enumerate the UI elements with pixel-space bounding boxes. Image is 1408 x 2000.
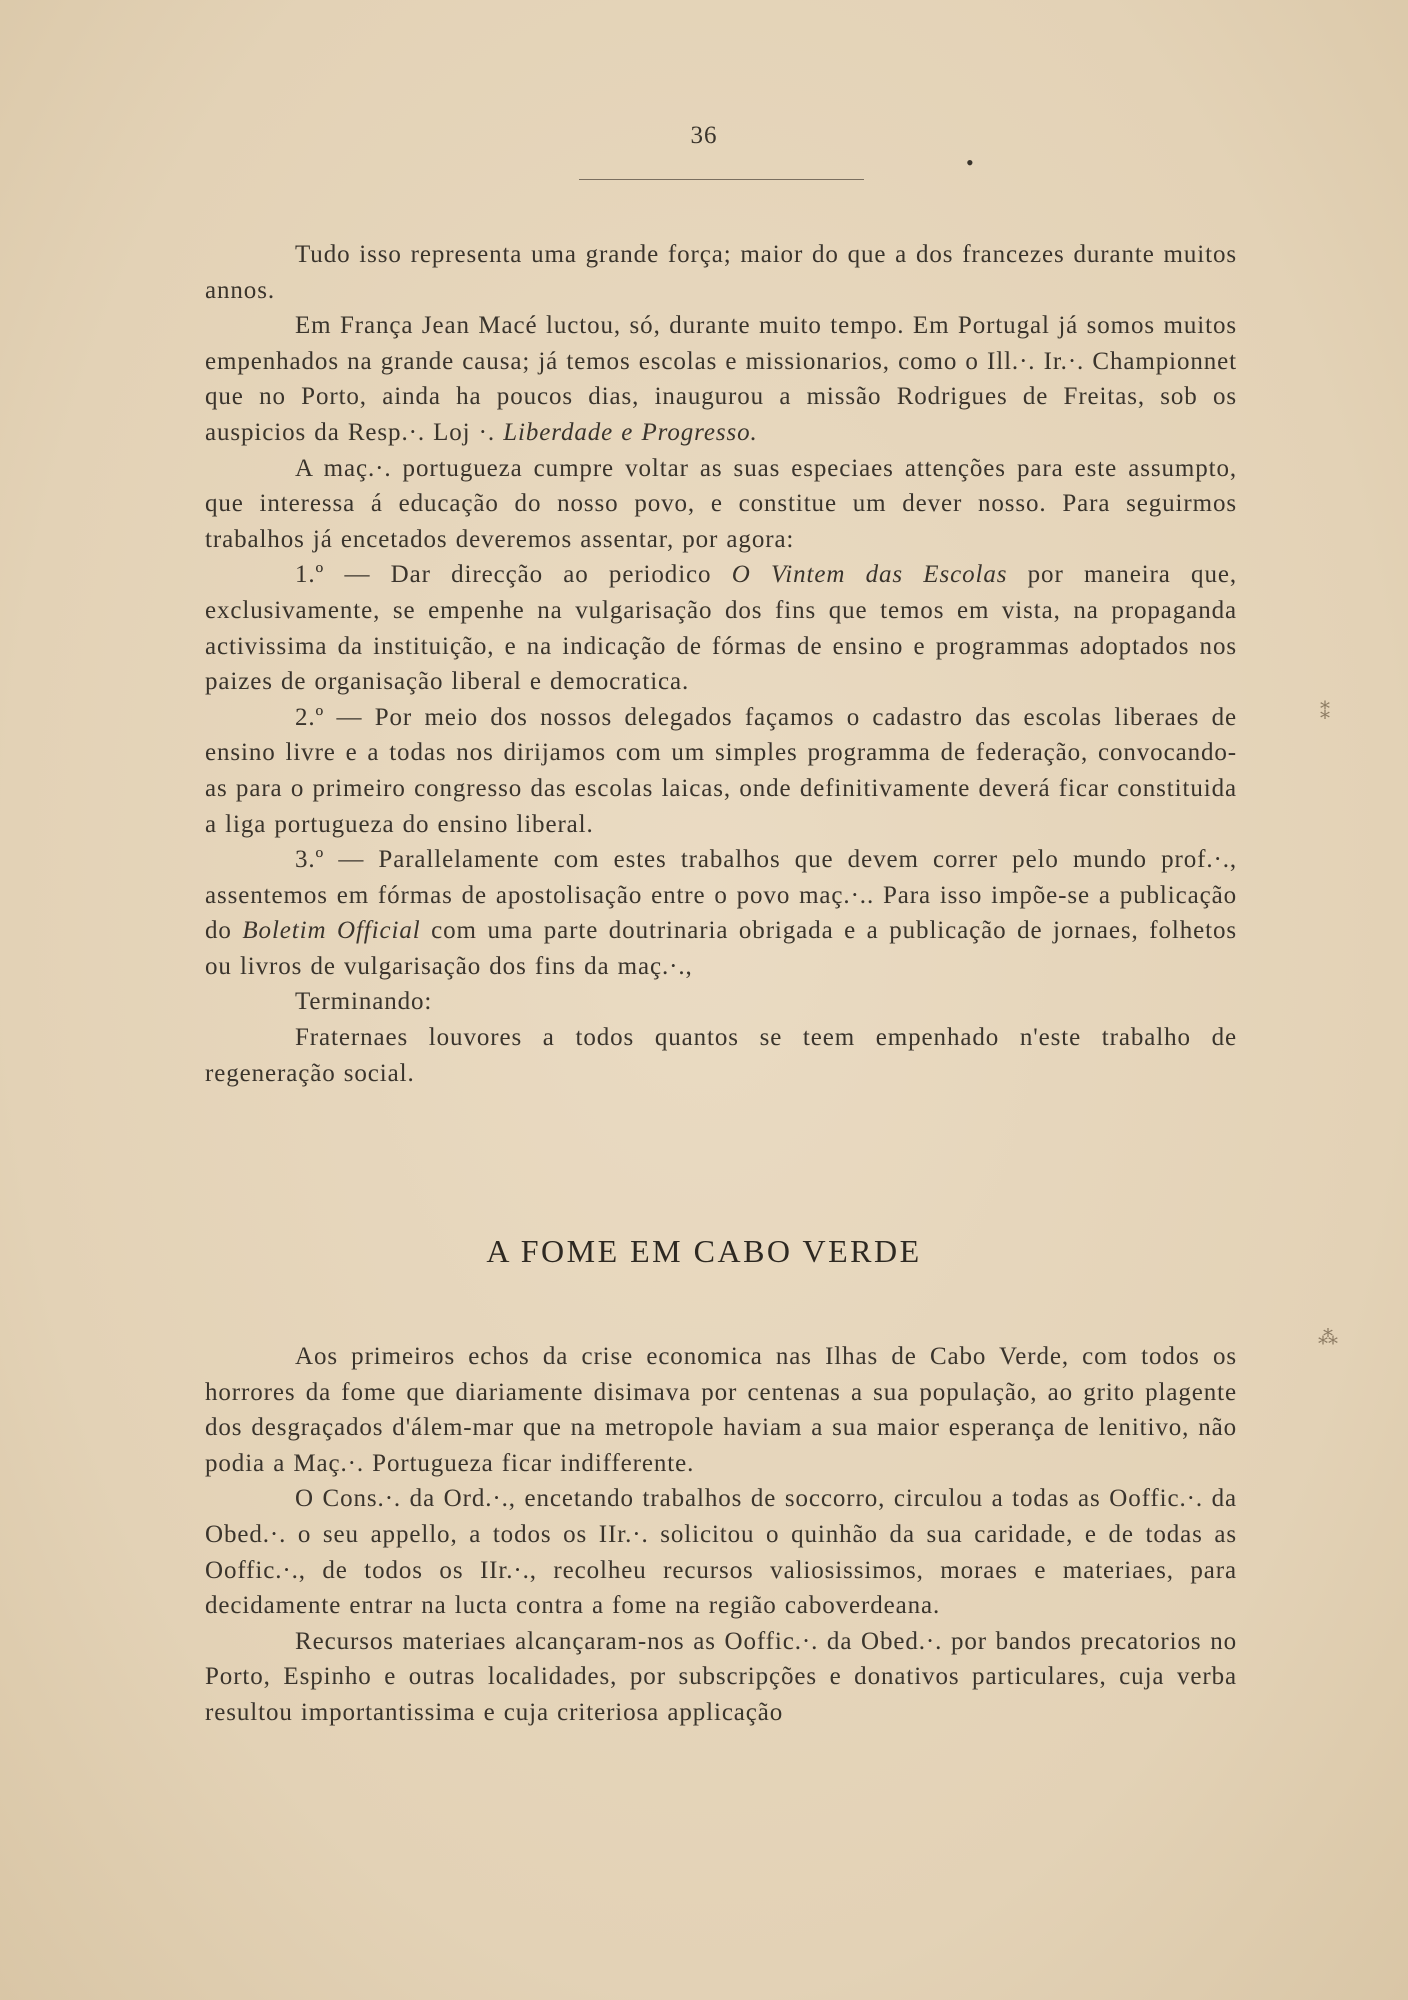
closing-heading: Terminando: bbox=[295, 988, 433, 1016]
item-1-text: por maneira que, exclusivamente, se empenhe na vulgarisação dos fins que temos em vista, na propaganda activissima da instituição, e na indicação de fórmas de ensino e programmas adoptados nos paizes de organisação liberal e democratica. bbox=[205, 561, 1237, 696]
margin-stain: ⁑ bbox=[1320, 702, 1330, 724]
section-paragraph-3: Recursos materiaes alcançaram-nos as Ooffic.·. da Obed.·. por bandos precatorios no Porto, Espinho e outras localidades, por subscripções e donativos particulares, cuja verba resultou importantissima e cuja criteriosa applicação bbox=[205, 1627, 1237, 1726]
header-dot: • bbox=[966, 150, 974, 175]
paragraph-1: Tudo isso representa uma grande força; maior do que a dos francezes durante muitos annos. bbox=[205, 241, 1237, 304]
text-block-1 bbox=[205, 237, 1237, 1091]
paragraph-2 bbox=[205, 308, 1237, 450]
text-block-2 bbox=[205, 1339, 1237, 1731]
item-3-text: com uma parte doutrinaria obrigada e a publicação de jornaes, folhetos ou livros de vulgarisação dos fins da maç.·., bbox=[205, 917, 1237, 980]
bulletin-title: Boletim Official bbox=[242, 917, 421, 945]
header-rule bbox=[579, 179, 864, 180]
closing-paragraph: Fraternaes louvores a todos quantos se teem empenhado n'este trabalho de regeneração social. bbox=[205, 1024, 1237, 1087]
paragraph-3: A maç.·. portugueza cumpre voltar as suas especiaes attenções para este assumpto, que interessa á educação do nosso povo, e constitue um dever nosso. Para seguirmos trabalhos já encetados deveremos assentar, por agora: bbox=[205, 454, 1237, 553]
section-paragraph-2: O Cons.·. da Ord.·., encetando trabalhos de soccorro, circulou a todas as Ooffic.·. da Obed.·. o seu appello, a todos os IIr.·. solicitou o quinhão da sua caridade, e de todas as Ooffic.·., de todos os IIr.·., recolheu recursos valiosissimos, moraes e materiaes, para decidamente entrar na lucta contra a fome na região caboverdeana. bbox=[205, 1485, 1237, 1620]
section-paragraph-1: Aos primeiros echos da crise economica nas Ilhas de Cabo Verde, com todos os horrores da fome que diariamente disimava por centenas a sua população, ao grito plagente dos desgraçados d'álem-mar que na metropole haviam a sua maior esperança de lenitivo, não podia a Maç.·. Portugueza ficar indifferente. bbox=[205, 1343, 1237, 1477]
lodge-name: Liberdade e Progresso. bbox=[503, 418, 758, 446]
item-1-lead: 1.º — Dar direcção ao periodico bbox=[295, 561, 712, 589]
periodical-title: O Vintem das Escolas bbox=[731, 561, 1008, 589]
page-number: 36 bbox=[690, 122, 718, 149]
section-title: A FOME EM CABO VERDE bbox=[486, 1233, 922, 1269]
margin-stain: ⁂ bbox=[1318, 1327, 1338, 1349]
item-3 bbox=[205, 842, 1237, 984]
item-3-lead: 3.º — Parallelamente com estes trabalhos que devem correr pelo mundo prof.·., assentemos em fórmas de apostolisação entre o povo maç.·.. Para isso impõe-se a publicação do bbox=[205, 846, 1237, 945]
item-2: 2.º — Por meio dos nossos delegados façamos o cadastro das escolas liberaes de ensino livre e a todas nos dirijamos com um simples programma de federação, convocando-as para o primeiro congresso das escolas laicas, onde definitivamente deverá ficar constituida a liga portugueza do ensino liberal. bbox=[205, 703, 1237, 838]
paragraph-2-text: Em França Jean Macé luctou, só, durante muito tempo. Em Portugal já somos muitos empenhados na grande causa; já temos escolas e missionarios, como o Ill.·. Ir.·. Championnet que no Porto, ainda ha poucos dias, inaugurou a missão Rodrigues de Freitas, sob os auspicios da Resp.·. Loj ·. bbox=[205, 312, 1237, 446]
item-1 bbox=[205, 557, 1237, 699]
